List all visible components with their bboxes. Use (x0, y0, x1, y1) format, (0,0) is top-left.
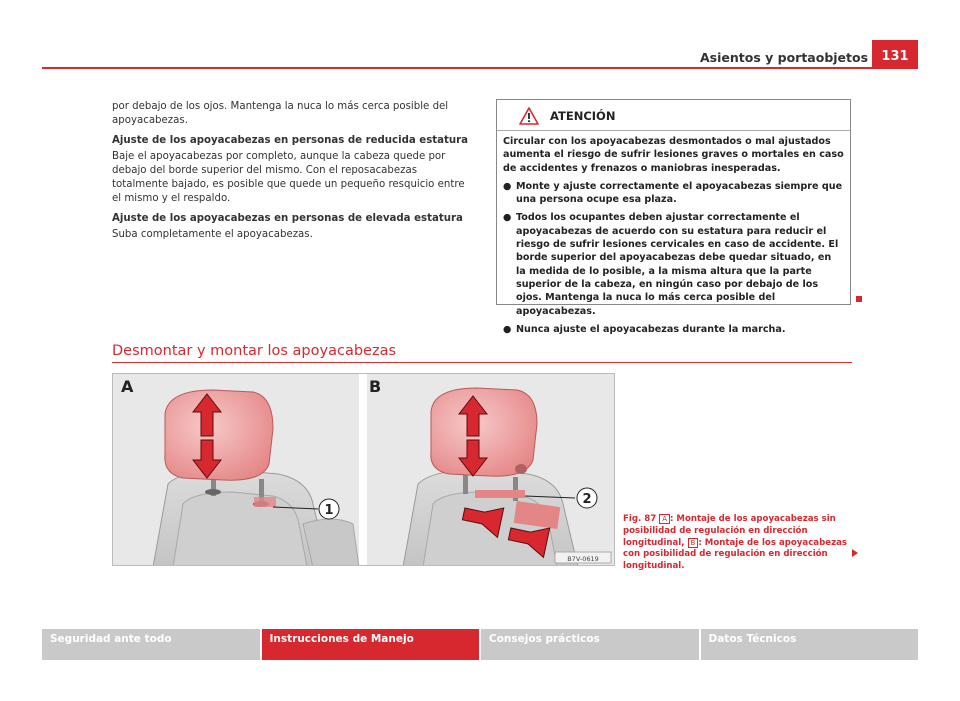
section-title: Desmontar y montar los apoyacabezas (112, 343, 397, 359)
bullet-dot-icon: ● (503, 180, 512, 192)
tab-datos[interactable]: Datos Técnicos (701, 629, 919, 660)
panel-label-a: A (121, 377, 134, 396)
warning-bullet: ● Monte y ajuste correctamente el apoyacabezas siempre que una persona ocupe esa plaza. (503, 180, 843, 206)
continue-arrow-icon (852, 549, 858, 557)
paragraph-tall-stature: Suba completamente el apoyacabezas. (112, 229, 313, 240)
bullet-dot-icon: ● (503, 212, 512, 224)
header-rule (42, 67, 872, 69)
callout-2: 2 (582, 492, 592, 507)
warning-lead: Circular con los apoyacabezas desmontados o mal ajustados aumenta el riesgo de sufrir lesiones graves o mortales en caso de accidentes y frenazos o maniobras inesperadas. (503, 136, 844, 174)
page-number: 131 (872, 40, 918, 69)
warning-title: ATENCIÓN (550, 109, 616, 123)
caption-box-a: A (659, 514, 670, 524)
footer-nav (42, 629, 918, 660)
warning-bullet: ● Todos los ocupantes deben ajustar correctamente el apoyacabezas de acuerdo con su estatura para reducir el riesgo de sufrir lesiones cervicales en caso de accidente. El borde superior del apoyacabezas debe quedar situado, en la medida de lo posible, a la misma altura que la parte superior de la cabeza, en ningún caso por debajo de los ojos. Mantenga la nuca lo más cerca posible del apoyacabezas. (503, 212, 839, 317)
left-column-text (112, 100, 470, 248)
warning-triangle-icon (519, 107, 539, 125)
section-rule (112, 362, 852, 363)
bullet-dot-icon: ● (503, 323, 512, 335)
warning-body (497, 131, 850, 336)
warning-header (497, 100, 850, 131)
panel-label-b: B (369, 377, 382, 396)
section-end-marker (856, 296, 862, 302)
paragraph-short-stature: Baje el apoyacabezas por completo, aunque la cabeza quede por debajo del borde superior del mismo. Con el reposacabezas totalmente bajado, es posible que quede un pequeño resquicio entre el mismo y el respaldo. (112, 151, 465, 204)
tab-instrucciones[interactable]: Instrucciones de Manejo (262, 629, 480, 660)
tab-seguridad[interactable]: Seguridad ante todo (42, 629, 260, 660)
subheading-tall-stature: Ajuste de los apoyacabezas en personas de elevada estatura (112, 213, 463, 224)
headrest-figure (112, 373, 615, 566)
caption-box-b: B (688, 538, 699, 548)
figure-code: B7V-0619 (567, 555, 599, 563)
warning-bullet: ● Nunca ajuste el apoyacabezas durante la marcha. (503, 323, 786, 335)
callout-1: 1 (324, 503, 334, 518)
intro-paragraph: por debajo de los ojos. Mantenga la nuca lo más cerca posible del apoyacabezas. (112, 101, 449, 126)
warning-box (496, 99, 851, 335)
figure-caption: Fig. 87 A : Montaje de los apoyacabezas sin posibilidad de regulación en dirección longitudinal, B : Montaje de los apoyacabezas con posibilidad de regulación en dirección longitudinal. (623, 514, 847, 572)
subheading-short-stature: Ajuste de los apoyacabezas en personas de reducida estatura (112, 135, 469, 146)
running-header-title: Asientos y portaobjetos (700, 50, 869, 65)
headrest-illustration (113, 374, 615, 566)
tab-consejos[interactable]: Consejos prácticos (481, 629, 699, 660)
